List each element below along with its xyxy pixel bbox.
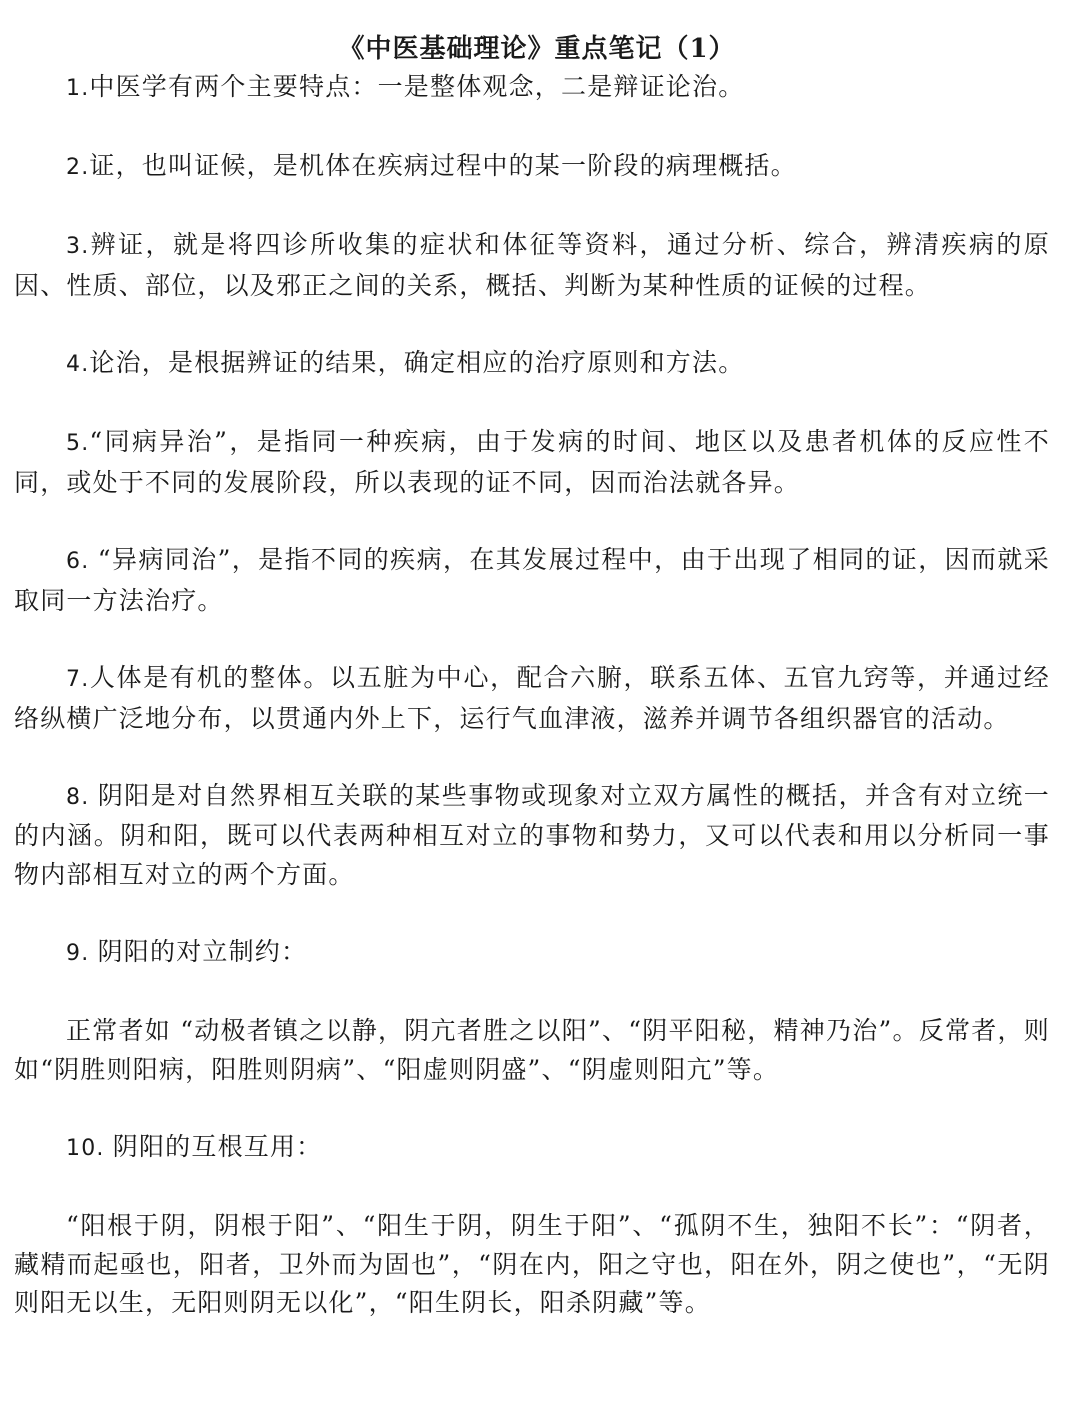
note-paragraph-6 [14,541,1050,620]
note-paragraph-2 [14,147,1050,188]
note-paragraph-4 [14,344,1050,385]
note-text: “阳根于阴，阴根于阳”、“阳生于阴，阴生于阳”、“孤阴不生，独阳不长”：“阴者，藏精而起亟也，阳者，卫外而为固也”，“阴在内，阳之守也，阳在外，阴之使也”，“无阴则阳无以生，无阳则阴无以化”，“阳生阴长，阳杀阴藏”等。 [14,1211,1050,1318]
paragraph-gap [14,894,1050,933]
note-number: 6. [66,549,98,575]
paragraph-gap [14,974,1050,1013]
paragraph-gap [14,385,1050,424]
note-paragraph-10-detail [14,1207,1050,1323]
note-paragraph-9-detail [14,1012,1050,1089]
note-text: 正常者如 “动极者镇之以静，阴亢者胜之以阳”、“阴平阳秘，精神乃治”。反常者，则如“阴胜则阳病，阳胜则阴病”、“阳虚则阴盛”、“阴虚则阳亢”等。 [14,1016,1050,1084]
paragraph-gap [14,1089,1050,1128]
note-paragraph-8 [14,777,1050,895]
page-title: 《中医基础理论》重点笔记（1） [338,34,736,64]
note-text: “同病异治”，是指同一种疾病，由于发病的时间、地区以及患者机体的反应性不同，或处于不同的发展阶段，所以表现的证不同，因而治法就各异。 [14,427,1050,497]
paragraph-gap [14,620,1050,659]
note-paragraph-7 [14,659,1050,738]
note-text: 阴阳的对立制约： [97,937,308,967]
note-number: 7. [66,666,90,692]
paragraph-gap [14,503,1050,542]
note-paragraph-5 [14,423,1050,502]
paragraph-gap [14,1169,1050,1208]
note-paragraph-10 [14,1128,1050,1169]
note-paragraph-9 [14,933,1050,974]
note-text: 论治，是根据辨证的结果，确定相应的治疗原则和方法。 [89,348,745,378]
note-text: 辨证，就是将四诊所收集的症状和体征等资料，通过分析、综合，辨清疾病的原因、性质、部位，以及邪正之间的关系，概括、判断为某种性质的证候的过程。 [14,230,1050,300]
paragraph-gap [14,109,1050,148]
note-number: 2. [66,155,90,181]
note-paragraph-1 [14,68,1050,109]
note-text: 中医学有两个主要特点：一是整体观念，二是辩证论治。 [89,72,745,101]
note-number: 4. [66,352,90,378]
note-number: 1. [66,76,90,101]
note-text: 阴阳是对自然界相互关联的某些事物或现象对立双方属性的概括，并含有对立统一的内涵。阴和阳，既可以代表两种相互对立的事物和势力，又可以代表和用以分析同一事物内部相互对立的两个方面。 [14,780,1050,889]
note-number: 5. [66,431,90,457]
note-text: 人体是有机的整体。以五脏为中心，配合六腑，联系五体、五官九窍等，并通过经络纵横广泛地分布，以贯通内外上下，运行气血津液，滋养并调节各组织器官的活动。 [14,662,1050,733]
note-text: 阴阳的互根互用： [112,1132,323,1162]
note-number: 10. [66,1136,113,1162]
paragraph-gap [14,306,1050,345]
note-text: 证，也叫证候，是机体在疾病过程中的某一阶段的病理概括。 [89,151,797,181]
note-text: “异病同治”，是指不同的疾病，在其发展过程中，由于出现了相同的证，因而就采取同一方法治疗。 [14,545,1050,615]
paragraph-gap [14,738,1050,777]
note-number: 9. [66,941,98,967]
paragraph-gap [14,188,1050,227]
note-paragraph-3 [14,226,1050,305]
note-number: 3. [66,234,90,260]
note-number: 8. [66,784,98,810]
